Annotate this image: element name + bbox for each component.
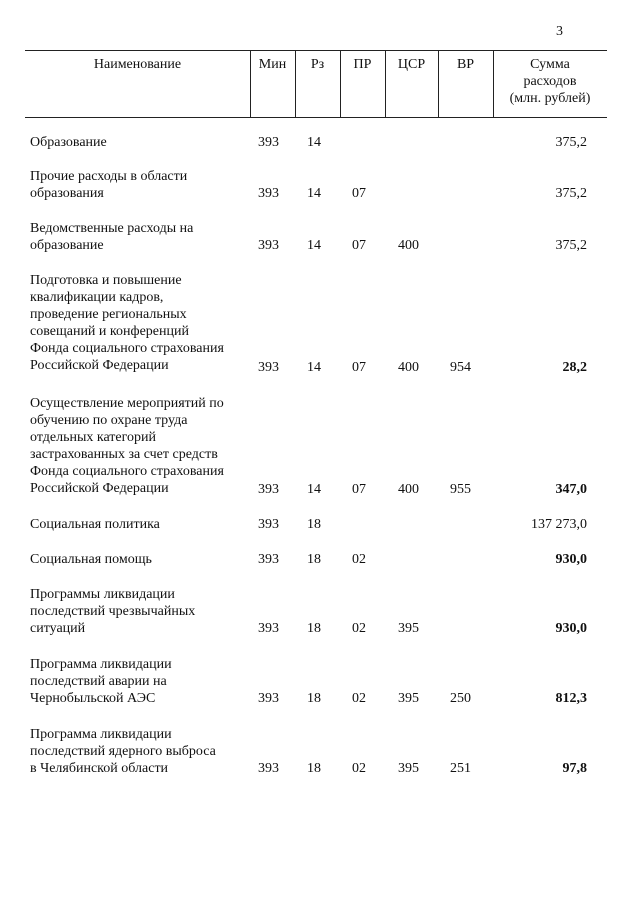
row-vr: 250 [450, 691, 471, 706]
table-header [25, 50, 607, 118]
row-pr: 07 [352, 186, 366, 201]
row-vr: 954 [450, 360, 471, 375]
row-min: 393 [258, 186, 279, 201]
row-pr: 07 [352, 482, 366, 497]
row-name: Осуществление мероприятий по обучению по охране труда отдельных категорий застрахованных за счет средств Фонда социального страхования Российской Федерации [30, 396, 224, 496]
row-sum: 97,8 [562, 761, 587, 776]
header-sum: Сумма расходов (млн. рублей) [509, 57, 591, 106]
row-sum: 375,2 [555, 238, 587, 253]
row-pr: 07 [352, 360, 366, 375]
row-vr: 251 [450, 761, 471, 776]
row-min: 393 [258, 482, 279, 497]
row-min: 393 [258, 552, 279, 567]
row-rz: 14 [307, 186, 321, 201]
row-csr: 400 [398, 360, 419, 375]
row-name: Программа ликвидации последствий ядерного выброса в Челябинской области [30, 727, 216, 776]
row-rz: 18 [307, 517, 321, 532]
row-sum: 347,0 [555, 482, 587, 497]
row-name: Социальная помощь [30, 552, 152, 567]
row-rz: 18 [307, 691, 321, 706]
header-rz: Рз [310, 57, 325, 72]
row-sum: 137 273,0 [531, 517, 587, 532]
header-pr: ПР [353, 57, 372, 72]
row-csr: 395 [398, 691, 419, 706]
row-name: Программа ликвидации последствий аварии на Чернобыльской АЭС [30, 657, 172, 706]
row-rz: 14 [307, 135, 321, 150]
row-min: 393 [258, 238, 279, 253]
row-csr: 400 [398, 482, 419, 497]
header-name: Наименование [93, 57, 182, 72]
row-min: 393 [258, 517, 279, 532]
page-number: 3 [556, 24, 563, 39]
row-rz: 14 [307, 238, 321, 253]
row-name: Подготовка и повышение квалификации кадров, проведение региональных совещаний и конференций Фонда социального страхования Российской Федерации [30, 273, 224, 373]
row-sum: 930,0 [555, 552, 587, 567]
row-pr: 02 [352, 621, 366, 636]
row-sum: 812,3 [555, 691, 587, 706]
row-name: Образование [30, 135, 107, 150]
row-pr: 02 [352, 552, 366, 567]
row-pr: 02 [352, 691, 366, 706]
row-min: 393 [258, 761, 279, 776]
header-csr: ЦСР [397, 57, 426, 72]
row-name: Прочие расходы в области образования [30, 169, 188, 201]
row-rz: 14 [307, 482, 321, 497]
row-min: 393 [258, 135, 279, 150]
row-min: 393 [258, 691, 279, 706]
row-min: 393 [258, 360, 279, 375]
row-rz: 14 [307, 360, 321, 375]
row-csr: 395 [398, 621, 419, 636]
row-sum: 375,2 [555, 186, 587, 201]
row-name: Социальная политика [30, 517, 160, 532]
header-vr: ВР [456, 57, 475, 72]
row-name: Ведомственные расходы на образование [30, 221, 194, 253]
row-csr: 400 [398, 238, 419, 253]
row-pr: 07 [352, 238, 366, 253]
row-rz: 18 [307, 552, 321, 567]
row-sum: 28,2 [562, 360, 587, 375]
header-min: Мин [258, 57, 287, 72]
row-rz: 18 [307, 761, 321, 776]
row-sum: 930,0 [555, 621, 587, 636]
row-name: Программы ликвидации последствий чрезвычайных ситуаций [30, 587, 196, 636]
row-sum: 375,2 [555, 135, 587, 150]
row-csr: 395 [398, 761, 419, 776]
row-min: 393 [258, 621, 279, 636]
row-pr: 02 [352, 761, 366, 776]
row-rz: 18 [307, 621, 321, 636]
row-vr: 955 [450, 482, 471, 497]
